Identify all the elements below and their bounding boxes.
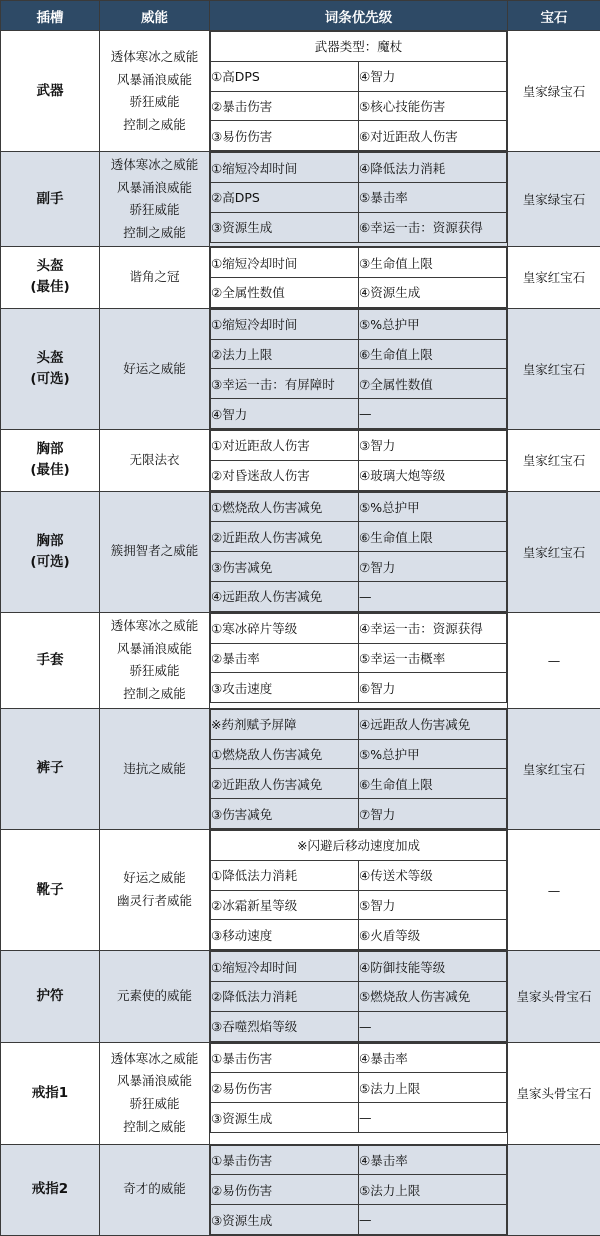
gem-cell: 皇家红宝石 (508, 491, 600, 612)
gem-cell: 皇家红宝石 (508, 429, 600, 491)
slot-cell (1, 1042, 100, 1144)
affix-item: ②易伤伤害 (211, 1175, 359, 1205)
table-row (1, 951, 600, 1042)
gem-cell: 皇家绿宝石 (508, 31, 600, 152)
affix-row (211, 981, 507, 1011)
affix-note-row (211, 32, 507, 62)
affix-row (211, 248, 507, 278)
affix-row (211, 492, 507, 522)
affix-grid (210, 430, 507, 491)
table-row (1, 308, 600, 429)
affix-row (211, 1073, 507, 1103)
slot-name: 手套 (1, 650, 99, 671)
power-name: 风暴涌浪威能 (100, 177, 209, 200)
table-row (1, 247, 600, 309)
power-name: 控制之威能 (100, 114, 209, 137)
affix-item: ⑤法力上限 (359, 1175, 507, 1205)
affix-item: ①对近距敌人伤害 (211, 430, 359, 460)
slot-cell (1, 1144, 100, 1235)
slot-cell (1, 491, 100, 612)
affix-item: ③资源生成 (211, 1103, 359, 1133)
affix-item: ①缩短冷却时间 (211, 248, 359, 278)
affix-item: ⑥智力 (359, 673, 507, 703)
affix-row (211, 153, 507, 183)
table-row (1, 491, 600, 612)
affix-item: ⑥生命值上限 (359, 769, 507, 799)
affix-item: ⑤智力 (359, 890, 507, 920)
affix-item: ②高DPS (211, 182, 359, 212)
affix-row (211, 673, 507, 703)
affix-item: ⑦智力 (359, 552, 507, 582)
slot-name: 戒指1 (1, 1083, 99, 1104)
slot-cell (1, 152, 100, 247)
power-name: 透体寒冰之威能 (100, 46, 209, 69)
affix-item: ⑦全属性数值 (359, 369, 507, 399)
affix-row (211, 1175, 507, 1205)
affix-item: ⑤%总护甲 (359, 492, 507, 522)
power-name: 骄狂威能 (100, 1093, 209, 1116)
affix-row (211, 739, 507, 769)
affix-item: ②全属性数值 (211, 277, 359, 307)
slot-name: (可选) (1, 369, 99, 390)
slot-name: 戒指2 (1, 1179, 99, 1200)
affix-row (211, 1145, 507, 1175)
affix-row (211, 709, 507, 739)
affix-item: ③易伤伤害 (211, 121, 359, 151)
power-cell (100, 612, 210, 708)
table-row (1, 1144, 600, 1235)
affix-grid (210, 613, 507, 703)
affix-item: ⑤幸运一击概率 (359, 643, 507, 673)
affix-item: ②近距敌人伤害减免 (211, 522, 359, 552)
header-power: 威能 (100, 1, 210, 31)
affix-row (211, 613, 507, 643)
affix-row (211, 860, 507, 890)
power-name: 透体寒冰之威能 (100, 154, 209, 177)
affix-item: ①缩短冷却时间 (211, 952, 359, 982)
affix-item: ①燃烧敌人伤害减免 (211, 739, 359, 769)
affix-priority-cell (210, 152, 508, 247)
affix-item: ④资源生成 (359, 277, 507, 307)
affix-item: ③移动速度 (211, 920, 359, 950)
affix-row (211, 1103, 507, 1133)
slot-name: 头盔 (1, 256, 99, 277)
power-name: 谐角之冠 (100, 266, 209, 289)
affix-note: 武器类型：魔杖 (211, 32, 507, 62)
affix-priority-cell (210, 308, 508, 429)
affix-grid (210, 309, 507, 429)
affix-grid (210, 951, 507, 1041)
table-row (1, 612, 600, 708)
affix-row (211, 920, 507, 950)
affix-item: ①缩短冷却时间 (211, 153, 359, 183)
slot-name: 胸部 (1, 439, 99, 460)
affix-grid (210, 1043, 507, 1133)
affix-item: — (359, 1011, 507, 1041)
affix-row (211, 212, 507, 242)
affix-item: ⑤法力上限 (359, 1073, 507, 1103)
affix-grid (210, 1145, 507, 1235)
affix-row (211, 121, 507, 151)
power-cell (100, 1042, 210, 1144)
affix-item: ⑦智力 (359, 799, 507, 829)
slot-name: 武器 (1, 81, 99, 102)
power-name: 骄狂威能 (100, 199, 209, 222)
affix-item: ※药剂赋予屏障 (211, 709, 359, 739)
gem-cell: 皇家红宝石 (508, 708, 600, 829)
gem-cell: — (508, 829, 600, 950)
affix-item: ④智力 (359, 61, 507, 91)
slot-name: (最佳) (1, 277, 99, 298)
affix-item: ①降低法力消耗 (211, 860, 359, 890)
gem-cell: 皇家红宝石 (508, 247, 600, 309)
affix-note: ※闪避后移动速度加成 (211, 830, 507, 860)
slot-name: 副手 (1, 189, 99, 210)
affix-item: ④玻璃大炮等级 (359, 460, 507, 490)
affix-item: ④幸运一击：资源获得 (359, 613, 507, 643)
affix-item: ②暴击率 (211, 643, 359, 673)
power-cell (100, 247, 210, 309)
affix-item: ②近距敌人伤害减免 (211, 769, 359, 799)
affix-grid (210, 830, 507, 950)
affix-grid (210, 247, 507, 308)
affix-item: ④暴击率 (359, 1145, 507, 1175)
affix-grid (210, 492, 507, 612)
power-name: 元素使的威能 (100, 985, 209, 1008)
affix-item: ②冰霜新星等级 (211, 890, 359, 920)
affix-item: ①燃烧敌人伤害减免 (211, 492, 359, 522)
header-gem: 宝石 (508, 1, 600, 31)
affix-row (211, 91, 507, 121)
power-name: 骄狂威能 (100, 91, 209, 114)
affix-row (211, 890, 507, 920)
header-row (1, 1, 600, 31)
affix-row (211, 430, 507, 460)
affix-item: ④防御技能等级 (359, 952, 507, 982)
slot-name: 裤子 (1, 758, 99, 779)
affix-item: ①寒冰碎片等级 (211, 613, 359, 643)
power-name: 透体寒冰之威能 (100, 615, 209, 638)
table-body (1, 31, 600, 1236)
affix-note-row (211, 830, 507, 860)
affix-item: ⑤%总护甲 (359, 309, 507, 339)
power-name: 簇拥智者之威能 (100, 540, 209, 563)
power-name: 透体寒冰之威能 (100, 1048, 209, 1071)
affix-item: ④暴击率 (359, 1043, 507, 1073)
gem-cell: 皇家绿宝石 (508, 152, 600, 247)
slot-name: 胸部 (1, 531, 99, 552)
affix-item: ②暴击伤害 (211, 91, 359, 121)
affix-item: ⑤暴击率 (359, 182, 507, 212)
affix-priority-cell (210, 708, 508, 829)
affix-priority-cell (210, 951, 508, 1042)
affix-item: ③伤害减免 (211, 552, 359, 582)
affix-item: ③资源生成 (211, 212, 359, 242)
power-name: 风暴涌浪威能 (100, 69, 209, 92)
power-name: 控制之威能 (100, 683, 209, 706)
affix-item: ⑤核心技能伤害 (359, 91, 507, 121)
affix-priority-cell (210, 31, 508, 152)
slot-cell (1, 951, 100, 1042)
table-row (1, 1042, 600, 1144)
affix-item: — (359, 1103, 507, 1133)
power-name: 幽灵行者威能 (100, 890, 209, 913)
affix-row (211, 799, 507, 829)
affix-row (211, 1043, 507, 1073)
affix-row (211, 522, 507, 552)
slot-cell (1, 308, 100, 429)
affix-row (211, 309, 507, 339)
affix-row (211, 1205, 507, 1235)
header-affix-priority: 词条优先级 (210, 1, 508, 31)
affix-row (211, 552, 507, 582)
affix-item: ③吞噬烈焰等级 (211, 1011, 359, 1041)
affix-item: ①暴击伤害 (211, 1043, 359, 1073)
affix-item: ③生命值上限 (359, 248, 507, 278)
affix-grid (210, 152, 507, 242)
affix-item: ②降低法力消耗 (211, 981, 359, 1011)
power-name: 好运之威能 (100, 867, 209, 890)
affix-grid (210, 31, 507, 151)
table-row (1, 152, 600, 247)
gem-cell (508, 1144, 600, 1235)
affix-item: ①暴击伤害 (211, 1145, 359, 1175)
affix-row (211, 369, 507, 399)
affix-row (211, 399, 507, 429)
affix-item: ⑥对近距敌人伤害 (359, 121, 507, 151)
affix-priority-cell (210, 1144, 508, 1235)
power-cell (100, 708, 210, 829)
affix-priority-cell (210, 1042, 508, 1144)
affix-priority-cell (210, 247, 508, 309)
power-cell (100, 308, 210, 429)
affix-item: ⑤%总护甲 (359, 739, 507, 769)
power-name: 骄狂威能 (100, 660, 209, 683)
affix-item: ④远距敌人伤害减免 (211, 581, 359, 611)
affix-item: — (359, 1205, 507, 1235)
affix-item: ②对昏迷敌人伤害 (211, 460, 359, 490)
affix-row (211, 643, 507, 673)
affix-item: ④传送术等级 (359, 860, 507, 890)
slot-name: 护符 (1, 986, 99, 1007)
gem-cell: 皇家头骨宝石 (508, 1042, 600, 1144)
slot-cell (1, 829, 100, 950)
affix-row (211, 61, 507, 91)
slot-cell (1, 429, 100, 491)
power-name: 控制之威能 (100, 222, 209, 245)
slot-cell (1, 247, 100, 309)
power-cell (100, 429, 210, 491)
gem-cell: — (508, 612, 600, 708)
table-row (1, 31, 600, 152)
power-name: 风暴涌浪威能 (100, 638, 209, 661)
power-cell (100, 31, 210, 152)
affix-item: ③智力 (359, 430, 507, 460)
affix-item: ③资源生成 (211, 1205, 359, 1235)
slot-name: (可选) (1, 552, 99, 573)
slot-cell (1, 31, 100, 152)
affix-item: ④远距敌人伤害减免 (359, 709, 507, 739)
power-cell (100, 1144, 210, 1235)
affix-row (211, 182, 507, 212)
affix-row (211, 581, 507, 611)
power-cell (100, 491, 210, 612)
slot-name: 靴子 (1, 880, 99, 901)
affix-item: ③伤害减免 (211, 799, 359, 829)
affix-item: — (359, 399, 507, 429)
affix-item: ④降低法力消耗 (359, 153, 507, 183)
affix-item: ②法力上限 (211, 339, 359, 369)
affix-item: ③攻击速度 (211, 673, 359, 703)
affix-row (211, 1011, 507, 1041)
power-name: 违抗之威能 (100, 758, 209, 781)
affix-priority-cell (210, 612, 508, 708)
affix-priority-cell (210, 491, 508, 612)
table-row (1, 429, 600, 491)
power-name: 控制之威能 (100, 1116, 209, 1139)
affix-item: ⑤燃烧敌人伤害减免 (359, 981, 507, 1011)
power-name: 风暴涌浪威能 (100, 1070, 209, 1093)
affix-item: ⑥火盾等级 (359, 920, 507, 950)
affix-item: ②易伤伤害 (211, 1073, 359, 1103)
affix-row (211, 769, 507, 799)
table-row (1, 708, 600, 829)
gem-cell: 皇家头骨宝石 (508, 951, 600, 1042)
gem-cell: 皇家红宝石 (508, 308, 600, 429)
slot-name: 头盔 (1, 348, 99, 369)
slot-name: (最佳) (1, 460, 99, 481)
affix-priority-cell (210, 829, 508, 950)
affix-item: ①缩短冷却时间 (211, 309, 359, 339)
affix-item: ⑥生命值上限 (359, 522, 507, 552)
power-name: 无限法衣 (100, 449, 209, 472)
affix-grid (210, 709, 507, 829)
power-name: 好运之威能 (100, 358, 209, 381)
table-row (1, 829, 600, 950)
affix-item: ⑥生命值上限 (359, 339, 507, 369)
power-cell (100, 152, 210, 247)
power-name: 奇才的威能 (100, 1178, 209, 1201)
affix-item: ④智力 (211, 399, 359, 429)
affix-priority-cell (210, 429, 508, 491)
slot-cell (1, 708, 100, 829)
affix-row (211, 460, 507, 490)
affix-item: — (359, 581, 507, 611)
affix-row (211, 952, 507, 982)
affix-item: ①高DPS (211, 61, 359, 91)
header-slot: 插槽 (1, 1, 100, 31)
affix-row (211, 339, 507, 369)
power-cell (100, 829, 210, 950)
power-cell (100, 951, 210, 1042)
affix-item: ⑥幸运一击：资源获得 (359, 212, 507, 242)
affix-row (211, 277, 507, 307)
affix-item: ③幸运一击：有屏障时 (211, 369, 359, 399)
slot-cell (1, 612, 100, 708)
